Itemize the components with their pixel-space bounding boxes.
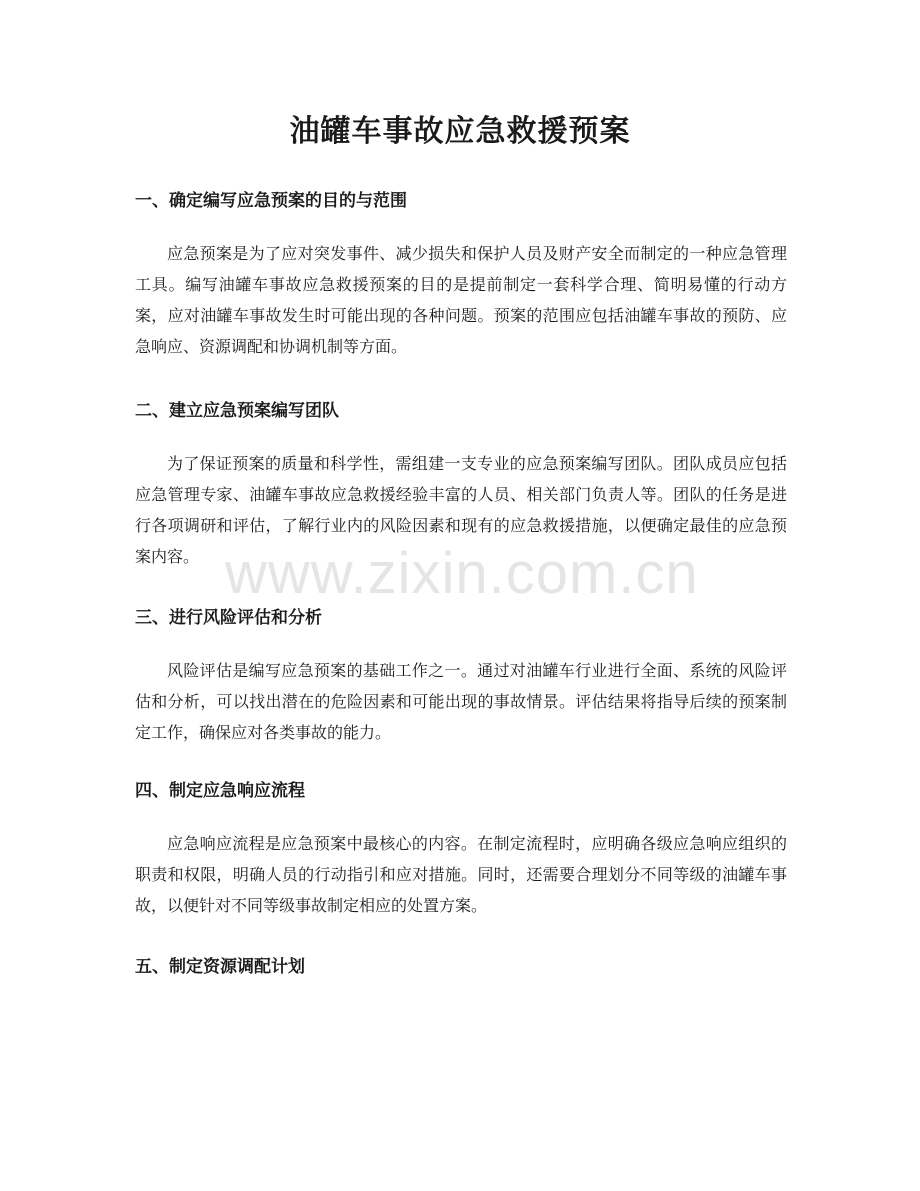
- section-paragraph-2: 为了保证预案的质量和科学性，需组建一支专业的应急预案编写团队。团队成员应包括应急管理专家、油罐车事故应急救援经验丰富的人员、相关部门负责人等。团队的任务是进行各项调研和评估，了解行业内的风险因素和现有的应急救援措施，以便确定最佳的应急预案内容。: [135, 454, 787, 566]
- section-heading-2: 二、建立应急预案编写团队: [135, 401, 339, 421]
- section-heading-3: 三、进行风险评估和分析: [135, 608, 322, 628]
- section-heading-1: 一、确定编写应急预案的目的与范围: [135, 191, 407, 211]
- watermark-text: www.zixin.com.cn: [225, 541, 699, 606]
- section-heading-5: 五、制定资源调配计划: [135, 957, 305, 977]
- section-paragraph-1: 应急预案是为了应对突发事件、减少损失和保护人员及财产安全而制定的一种应急管理工具。编写油罐车事故应急救援预案的目的是提前制定一套科学合理、简明易懂的行动方案，应对油罐车事故发生时可能出现的各种问题。预案的范围应包括油罐车事故的预防、应急响应、资源调配和协调机制等方面。: [135, 244, 787, 356]
- document-title: 油罐车事故应急救援预案: [289, 114, 631, 149]
- section-heading-4: 四、制定应急响应流程: [135, 781, 305, 801]
- section-paragraph-4: 应急响应流程是应急预案中最核心的内容。在制定流程时，应明确各级应急响应组织的职责和权限，明确人员的行动指引和应对措施。同时，还需要合理划分不同等级的油罐车事故，以便针对不同等级事故制定相应的处置方案。: [135, 834, 787, 915]
- section-paragraph-3: 风险评估是编写应急预案的基础工作之一。通过对油罐车行业进行全面、系统的风险评估和分析，可以找出潜在的危险因素和可能出现的事故情景。评估结果将指导后续的预案制定工作，确保应对各类事故的能力。: [135, 661, 787, 742]
